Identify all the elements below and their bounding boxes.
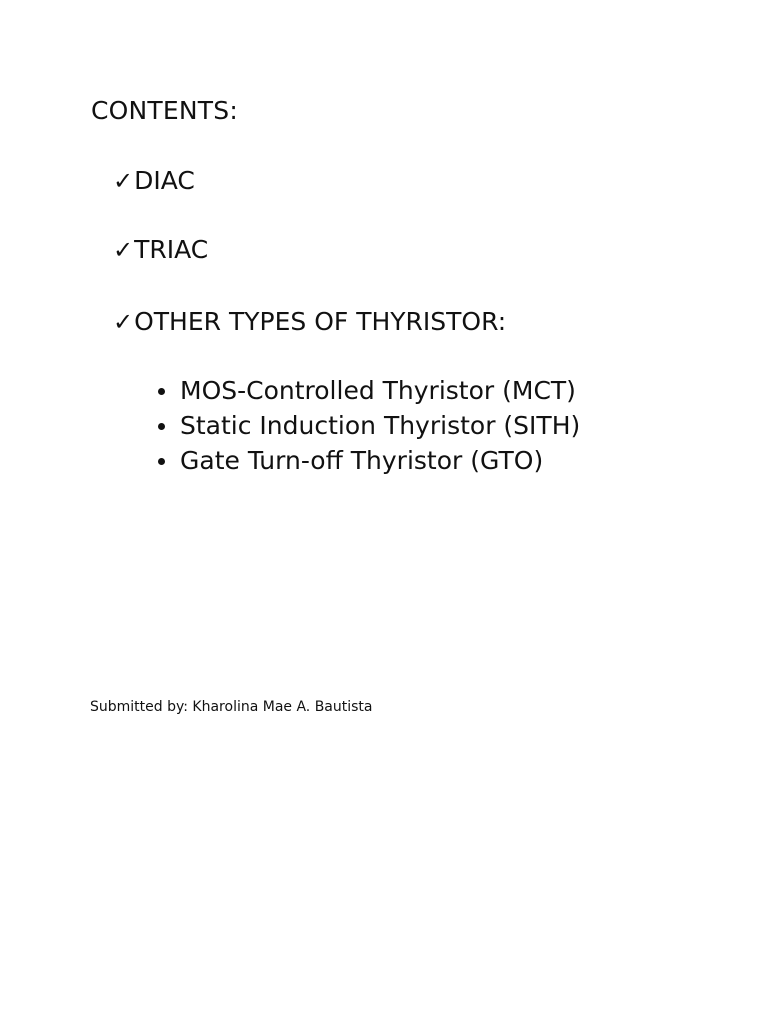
list-item-label: MOS-Controlled Thyristor (MCT)	[180, 376, 576, 405]
check-item-label: TRIAC	[134, 235, 209, 264]
list-item-label: Gate Turn-off Thyristor (GTO)	[180, 446, 544, 475]
list-item-label: Static Induction Thyristor (SITH)	[180, 411, 581, 440]
submitted-by-text: Submitted by: Kharolina Mae A. Bautista	[90, 699, 373, 715]
check-item-other-types	[113, 305, 506, 339]
contents-heading: CONTENTS:	[91, 96, 238, 125]
bullet-icon	[158, 423, 165, 430]
check-item-triac	[113, 233, 208, 267]
checkmark-icon: ✓	[113, 167, 134, 195]
checkmark-icon: ✓	[113, 308, 134, 336]
check-item-diac	[113, 164, 195, 198]
checkmark-icon: ✓	[113, 236, 134, 264]
check-item-label: OTHER TYPES OF THYRISTOR:	[134, 307, 507, 336]
thyristor-types-list	[158, 373, 580, 478]
list-item	[158, 443, 580, 478]
bullet-icon	[158, 388, 165, 395]
check-item-label: DIAC	[134, 166, 195, 195]
bullet-icon	[158, 458, 165, 465]
list-item	[158, 408, 580, 443]
list-item	[158, 373, 580, 408]
